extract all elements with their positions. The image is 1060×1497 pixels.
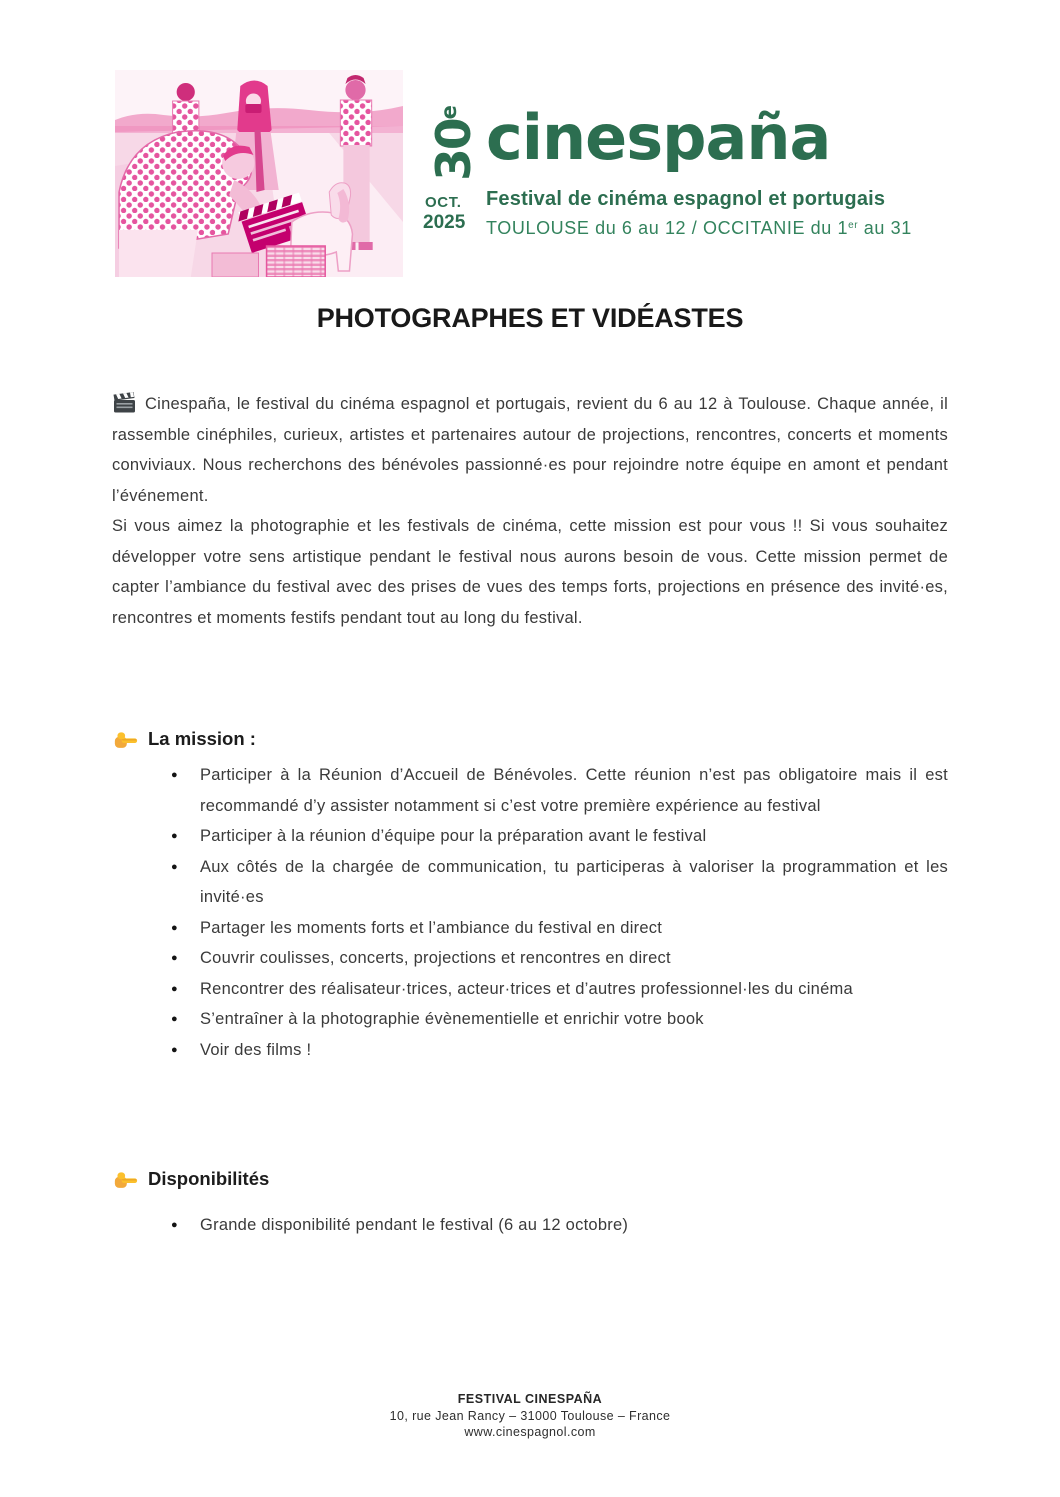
pointing-hand-icon <box>114 1169 138 1190</box>
mission-section <box>112 726 948 1065</box>
mission-item: ● Voir des films ! <box>170 1035 948 1066</box>
availability-list <box>112 1210 948 1241</box>
festival-tagline: Festival de cinéma espagnol et portugais <box>486 188 886 210</box>
mission-heading-label: La mission : <box>148 728 256 749</box>
cinespana-logo <box>423 70 912 277</box>
pink-duotone-photo-illustration <box>115 70 403 277</box>
mission-item: ● Rencontrer des réalisateur·trices, acteur·trices et d’autres professionnel·les du cinéma <box>170 974 948 1005</box>
logo-text-column <box>486 70 912 277</box>
clapperboard-icon <box>112 391 137 413</box>
brand-wordmark: cinespaña <box>486 101 831 174</box>
mission-item: ● Partager les moments forts et l’ambiance du festival en direct <box>170 913 948 944</box>
edition-month: OCT. <box>425 194 462 211</box>
mission-list <box>112 760 948 1065</box>
document-footer <box>0 1392 1060 1440</box>
intro-paragraph-1-text: Cinespaña, le festival du cinéma espagnol et portugais, revient du 6 au 12 à Toulouse. Chaque année, il rassemble cinéphiles, curieux, artistes et partenaires autour de projections, rencontres, concerts et moments conviviaux. Nous recherchons des bénévoles passionné·es pour rejoindre notre équipe en amont et pendant l’événement. <box>112 395 948 505</box>
availability-heading <box>114 1166 948 1192</box>
festival-photo-duotone <box>115 70 403 277</box>
page-title: PHOTOGRAPHES ET VIDÉASTES <box>316 303 744 333</box>
availability-heading-label: Disponibilités <box>148 1168 270 1189</box>
edition-number-vertical: 30e <box>427 105 482 181</box>
mission-item: ● S’entraîner à la photographie évènementielle et enrichir votre book <box>170 1004 948 1035</box>
intro-paragraph-1 <box>112 389 948 511</box>
festival-header <box>115 70 912 277</box>
logo-edition-column <box>423 70 483 277</box>
availability-item: ● Grande disponibilité pendant le festival (6 au 12 octobre) <box>170 1210 948 1241</box>
festival-dates-line: TOULOUSE du 6 au 12 / OCCITANIE du 1er au 31 <box>486 218 912 238</box>
mission-item: ● Aux côtés de la chargée de communication, tu participeras à valoriser la programmation et les invité·es <box>170 852 948 913</box>
footer-address: 10, rue Jean Rancy – 31000 Toulouse – France <box>389 1409 671 1423</box>
edition-year: 2025 <box>423 212 466 233</box>
intro-paragraph-2: Si vous aimez la photographie et les festivals de cinéma, cette mission est pour vous !! Si vous souhaitez développer votre sens artistique pendant le festival nous aurons besoin de vous. Cette mission permet de capter l’ambiance du festival avec des prises de vues des temps forts, projections en présence des invité·es, rencontres et moments festifs pendant tout au long du festival. <box>112 517 948 627</box>
mission-item: ● Participer à la Réunion d’Accueil de Bénévoles. Cette réunion n’est pas obligatoire mais il est recommandé d’y assister notamment si c’est votre première expérience au festival <box>170 760 948 821</box>
footer-website-link[interactable]: www.cinespagnol.com <box>464 1425 596 1439</box>
intro-section <box>112 389 948 633</box>
availability-section <box>112 1166 948 1241</box>
footer-festival-name: FESTIVAL CINESPAÑA <box>457 1392 603 1406</box>
mission-item: ● Participer à la réunion d’équipe pour la préparation avant le festival <box>170 821 948 852</box>
pointing-hand-icon <box>114 729 138 750</box>
mission-heading <box>114 726 948 752</box>
mission-item: ● Couvrir coulisses, concerts, projections et rencontres en direct <box>170 943 948 974</box>
